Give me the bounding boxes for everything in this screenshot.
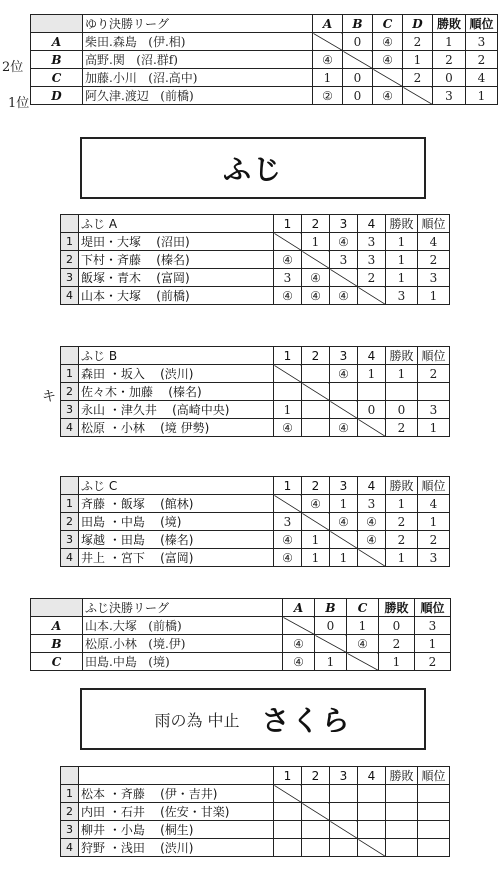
sakura-banner-title: さくら bbox=[261, 704, 352, 737]
fuji-b-table: ふじ B 1 2 3 4 勝敗 順位 1 森田 ・坂入 (渋川) ④ 1 1 2 2 佐々木・加藤 (榛名) 3 永山 ・津久井 (高崎中央) 1 0 0 3 4 松原 ・小林 (境 伊勢) ④ ④ 2 1 bbox=[60, 346, 450, 437]
table-row: 4 山本・大塚 (前橋) ④ ④ ④ 3 1 bbox=[61, 287, 450, 305]
group-title bbox=[79, 767, 274, 785]
fuji-final-table: ふじ決勝リーグ A B C 勝敗 順位 A 山本.大塚 (前橋) 0 1 0 3 B 松原.小林 (境.伊) ④ ④ 2 1 C 田島.中島 (境) ④ 1 1 2 bbox=[30, 598, 451, 671]
group-title: ふじ A bbox=[79, 215, 274, 233]
fuji-a-table: ふじ A 1 2 3 4 勝敗 順位 1 堤田・大塚 (沼田) 1 ④ 3 1 4 2 下村・斉藤 (榛名) ④ 3 3 1 2 3 飯塚・青木 (富岡) 3 ④ 2 1 3 4 山本・大塚 (前橋) ④ ④ ④ 3 1 bbox=[60, 214, 450, 305]
table-row: 2 佐々木・加藤 (榛名) bbox=[61, 383, 450, 401]
rain-cancel-note: 雨の為 中止 bbox=[154, 710, 240, 730]
table-row: 1 松本 ・斉藤 (伊・吉井) bbox=[61, 785, 450, 803]
fuji-b-group bbox=[60, 346, 450, 437]
table-row: 3 飯塚・青木 (富岡) 3 ④ 2 1 3 bbox=[61, 269, 450, 287]
table-row: 4 井上 ・宮下 (富岡) ④ 1 1 1 3 bbox=[61, 549, 450, 567]
fuji-banner bbox=[80, 137, 426, 199]
table-row: 4 狩野 ・浅田 (渋川) bbox=[61, 839, 450, 857]
rank-mark-1: 1位 bbox=[8, 96, 30, 111]
table-row: 3 塚越 ・田島 (榛名) ④ 1 ④ 2 2 bbox=[61, 531, 450, 549]
fuji-c-group bbox=[60, 476, 450, 567]
table-row: A 山本.大塚 (前橋) 0 1 0 3 bbox=[31, 617, 451, 635]
table-row: A 柴田.森島 (伊.相) 0 ④ 2 1 3 bbox=[31, 33, 498, 51]
table-row: 1 森田 ・坂入 (渋川) ④ 1 1 2 bbox=[61, 365, 450, 383]
yuri-final-table: ゆり決勝リーグ A B C D 勝敗 順位 A 柴田.森島 (伊.相) 0 ④ 2 1 3 B 高野.関 (沼.群f) ④ ④ 1 2 2 C 加藤.小川 (沼.高中) 1 0 2 0 4 D 阿久津.渡辺 (前橋) ② 0 ④ 3 1 bbox=[30, 14, 498, 105]
fuji-a-group bbox=[60, 214, 450, 305]
table-row: 3 永山 ・津久井 (高崎中央) 1 0 0 3 bbox=[61, 401, 450, 419]
table-row: 3 柳井 ・小島 (桐生) bbox=[61, 821, 450, 839]
league-title: ふじ決勝リーグ bbox=[83, 599, 283, 617]
table-row: 4 松原 ・小林 (境 伊勢) ④ ④ 2 1 bbox=[61, 419, 450, 437]
sakura-banner bbox=[80, 688, 426, 750]
sakura-table: 1 2 3 4 勝敗 順位 1 松本 ・斉藤 (伊・吉井) 2 内田 ・石井 (佐安・甘楽) 3 柳井 ・小島 (桐生) 4 狩野 ・浅田 (渋川) bbox=[60, 766, 450, 857]
rank-mark-2: 2位 bbox=[2, 60, 24, 75]
league-title: ゆり決勝リーグ bbox=[83, 15, 313, 33]
table-row: 1 堤田・大塚 (沼田) 1 ④ 3 1 4 bbox=[61, 233, 450, 251]
table-row: C 加藤.小川 (沼.高中) 1 0 2 0 4 bbox=[31, 69, 498, 87]
table-row: 2 下村・斉藤 (榛名) ④ 3 3 1 2 bbox=[61, 251, 450, 269]
fuji-banner-title: ふじ bbox=[222, 153, 283, 186]
group-title: ふじ C bbox=[79, 477, 274, 495]
table-row: B 高野.関 (沼.群f) ④ ④ 1 2 2 bbox=[31, 51, 498, 69]
table-row: D 阿久津.渡辺 (前橋) ② 0 ④ 3 1 bbox=[31, 87, 498, 105]
yuri-final-league bbox=[30, 14, 498, 105]
sakura-group bbox=[60, 766, 450, 857]
table-row: 1 斉藤 ・飯塚 (館林) ④ 1 3 1 4 bbox=[61, 495, 450, 513]
table-row: 2 内田 ・石井 (佐安・甘楽) bbox=[61, 803, 450, 821]
table-row: B 松原.小林 (境.伊) ④ ④ 2 1 bbox=[31, 635, 451, 653]
group-title: ふじ B bbox=[79, 347, 274, 365]
fuji-final-league bbox=[30, 598, 451, 671]
withdraw-mark: キ bbox=[42, 389, 56, 405]
table-row: 2 田島 ・中島 (境) 3 ④ ④ 2 1 bbox=[61, 513, 450, 531]
fuji-c-table: ふじ C 1 2 3 4 勝敗 順位 1 斉藤 ・飯塚 (館林) ④ 1 3 1 4 2 田島 ・中島 (境) 3 ④ ④ 2 1 3 塚越 ・田島 (榛名) ④ 1 ④ 2 2 4 井上 ・宮下 (富岡) ④ 1 1 1 3 bbox=[60, 476, 450, 567]
table-row: C 田島.中島 (境) ④ 1 1 2 bbox=[31, 653, 451, 671]
